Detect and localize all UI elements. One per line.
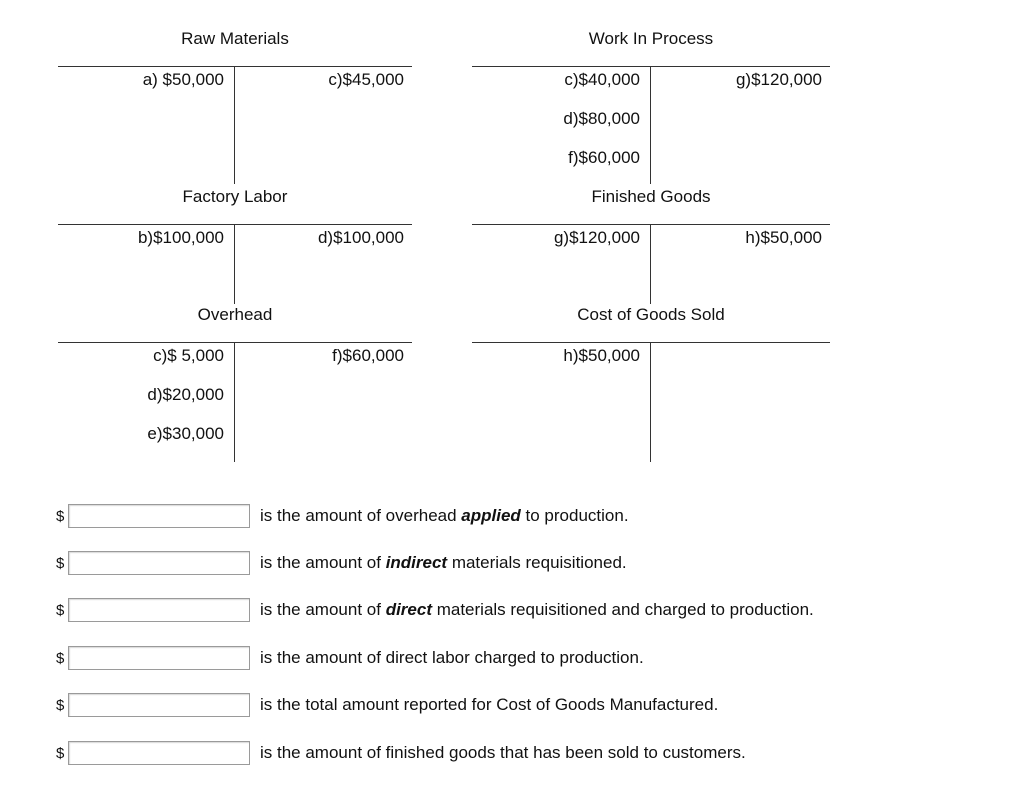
credit-column (745, 228, 822, 267)
question-text (260, 600, 814, 620)
answer-input-indirect-materials[interactable] (68, 551, 250, 575)
currency-symbol: $ (56, 508, 65, 525)
question-text (260, 553, 627, 573)
credit-entry: h)$50,000 (745, 228, 822, 247)
question-row-direct-materials (56, 598, 996, 624)
debit-column (563, 346, 640, 385)
credit-entry: f)$60,000 (332, 346, 404, 365)
question-emphasis: applied (461, 506, 521, 525)
t-account-divider (234, 66, 235, 184)
question-text-part: is the amount of (260, 553, 386, 572)
account-title: Cost of Goods Sold (577, 305, 725, 324)
t-account-top-line (472, 224, 830, 225)
debit-entry: g)$120,000 (553, 228, 640, 247)
debit-entry: h)$50,000 (563, 346, 640, 365)
currency-symbol: $ (56, 697, 65, 714)
t-account-divider (650, 224, 651, 304)
question-text-part: is the amount of overhead (260, 506, 462, 525)
debit-column (143, 70, 224, 109)
account-title: Raw Materials (181, 29, 289, 48)
answer-input-direct-materials[interactable] (68, 598, 250, 622)
debit-entry: c)$ 5,000 (153, 346, 224, 365)
account-title: Work In Process (588, 29, 714, 48)
question-text-part: is the amount of (260, 600, 386, 619)
t-account-top-line (58, 66, 412, 67)
question-text-part: to production. (520, 506, 629, 525)
question-row-direct-labor (56, 646, 996, 672)
question-text: is the total amount reported for Cost of Goods Manufactured. (260, 695, 719, 714)
question-emphasis: indirect (385, 553, 448, 572)
answer-input-overhead-applied[interactable] (68, 504, 250, 528)
debit-entry: d)$20,000 (147, 385, 224, 404)
currency-symbol: $ (56, 555, 65, 572)
debit-entry: d)$80,000 (563, 109, 640, 128)
credit-column (736, 70, 822, 109)
question-row-overhead-applied (56, 504, 996, 530)
debit-entry: f)$60,000 (568, 148, 640, 167)
t-account-top-line (472, 66, 830, 67)
debit-entry: a) $50,000 (142, 70, 224, 89)
answer-input-direct-labor[interactable] (68, 646, 250, 670)
account-title: Finished Goods (591, 187, 711, 206)
credit-column (332, 346, 404, 385)
debit-column (563, 70, 640, 187)
question-text-part: materials requisitioned and charged to production. (431, 600, 814, 619)
answer-input-cost-of-goods-manufactured[interactable] (68, 693, 250, 717)
question-row-indirect-materials (56, 551, 996, 577)
t-account-divider (234, 224, 235, 304)
question-emphasis: direct (385, 600, 432, 619)
debit-entry: b)$100,000 (137, 228, 224, 247)
credit-column (328, 70, 404, 109)
debit-entry: e)$30,000 (147, 424, 224, 443)
account-title: Overhead (197, 305, 273, 324)
question-text (260, 506, 629, 526)
t-account-divider (234, 342, 235, 462)
question-text: is the amount of finished goods that has been sold to customers. (260, 743, 746, 762)
t-account-divider (650, 66, 651, 184)
credit-entry: d)$100,000 (317, 228, 404, 247)
answer-input-finished-goods-sold[interactable] (68, 741, 250, 765)
credit-entry: g)$120,000 (735, 70, 822, 89)
question-row-cost-of-goods-manufactured (56, 693, 996, 719)
account-title: Factory Labor (182, 187, 288, 206)
t-account-top-line (58, 224, 412, 225)
question-row-finished-goods-sold (56, 741, 996, 767)
currency-symbol: $ (56, 602, 65, 619)
question-text: is the amount of direct labor charged to production. (260, 648, 644, 667)
credit-column (318, 228, 404, 267)
t-account-top-line (472, 342, 830, 343)
question-text-part: materials requisitioned. (447, 553, 627, 572)
t-account-divider (650, 342, 651, 462)
debit-column (554, 228, 640, 267)
t-account-top-line (58, 342, 412, 343)
currency-symbol: $ (56, 650, 65, 667)
debit-column (138, 228, 224, 267)
debit-column (147, 346, 224, 463)
currency-symbol: $ (56, 745, 65, 762)
debit-entry: c)$40,000 (564, 70, 640, 89)
credit-entry: c)$45,000 (328, 70, 404, 89)
